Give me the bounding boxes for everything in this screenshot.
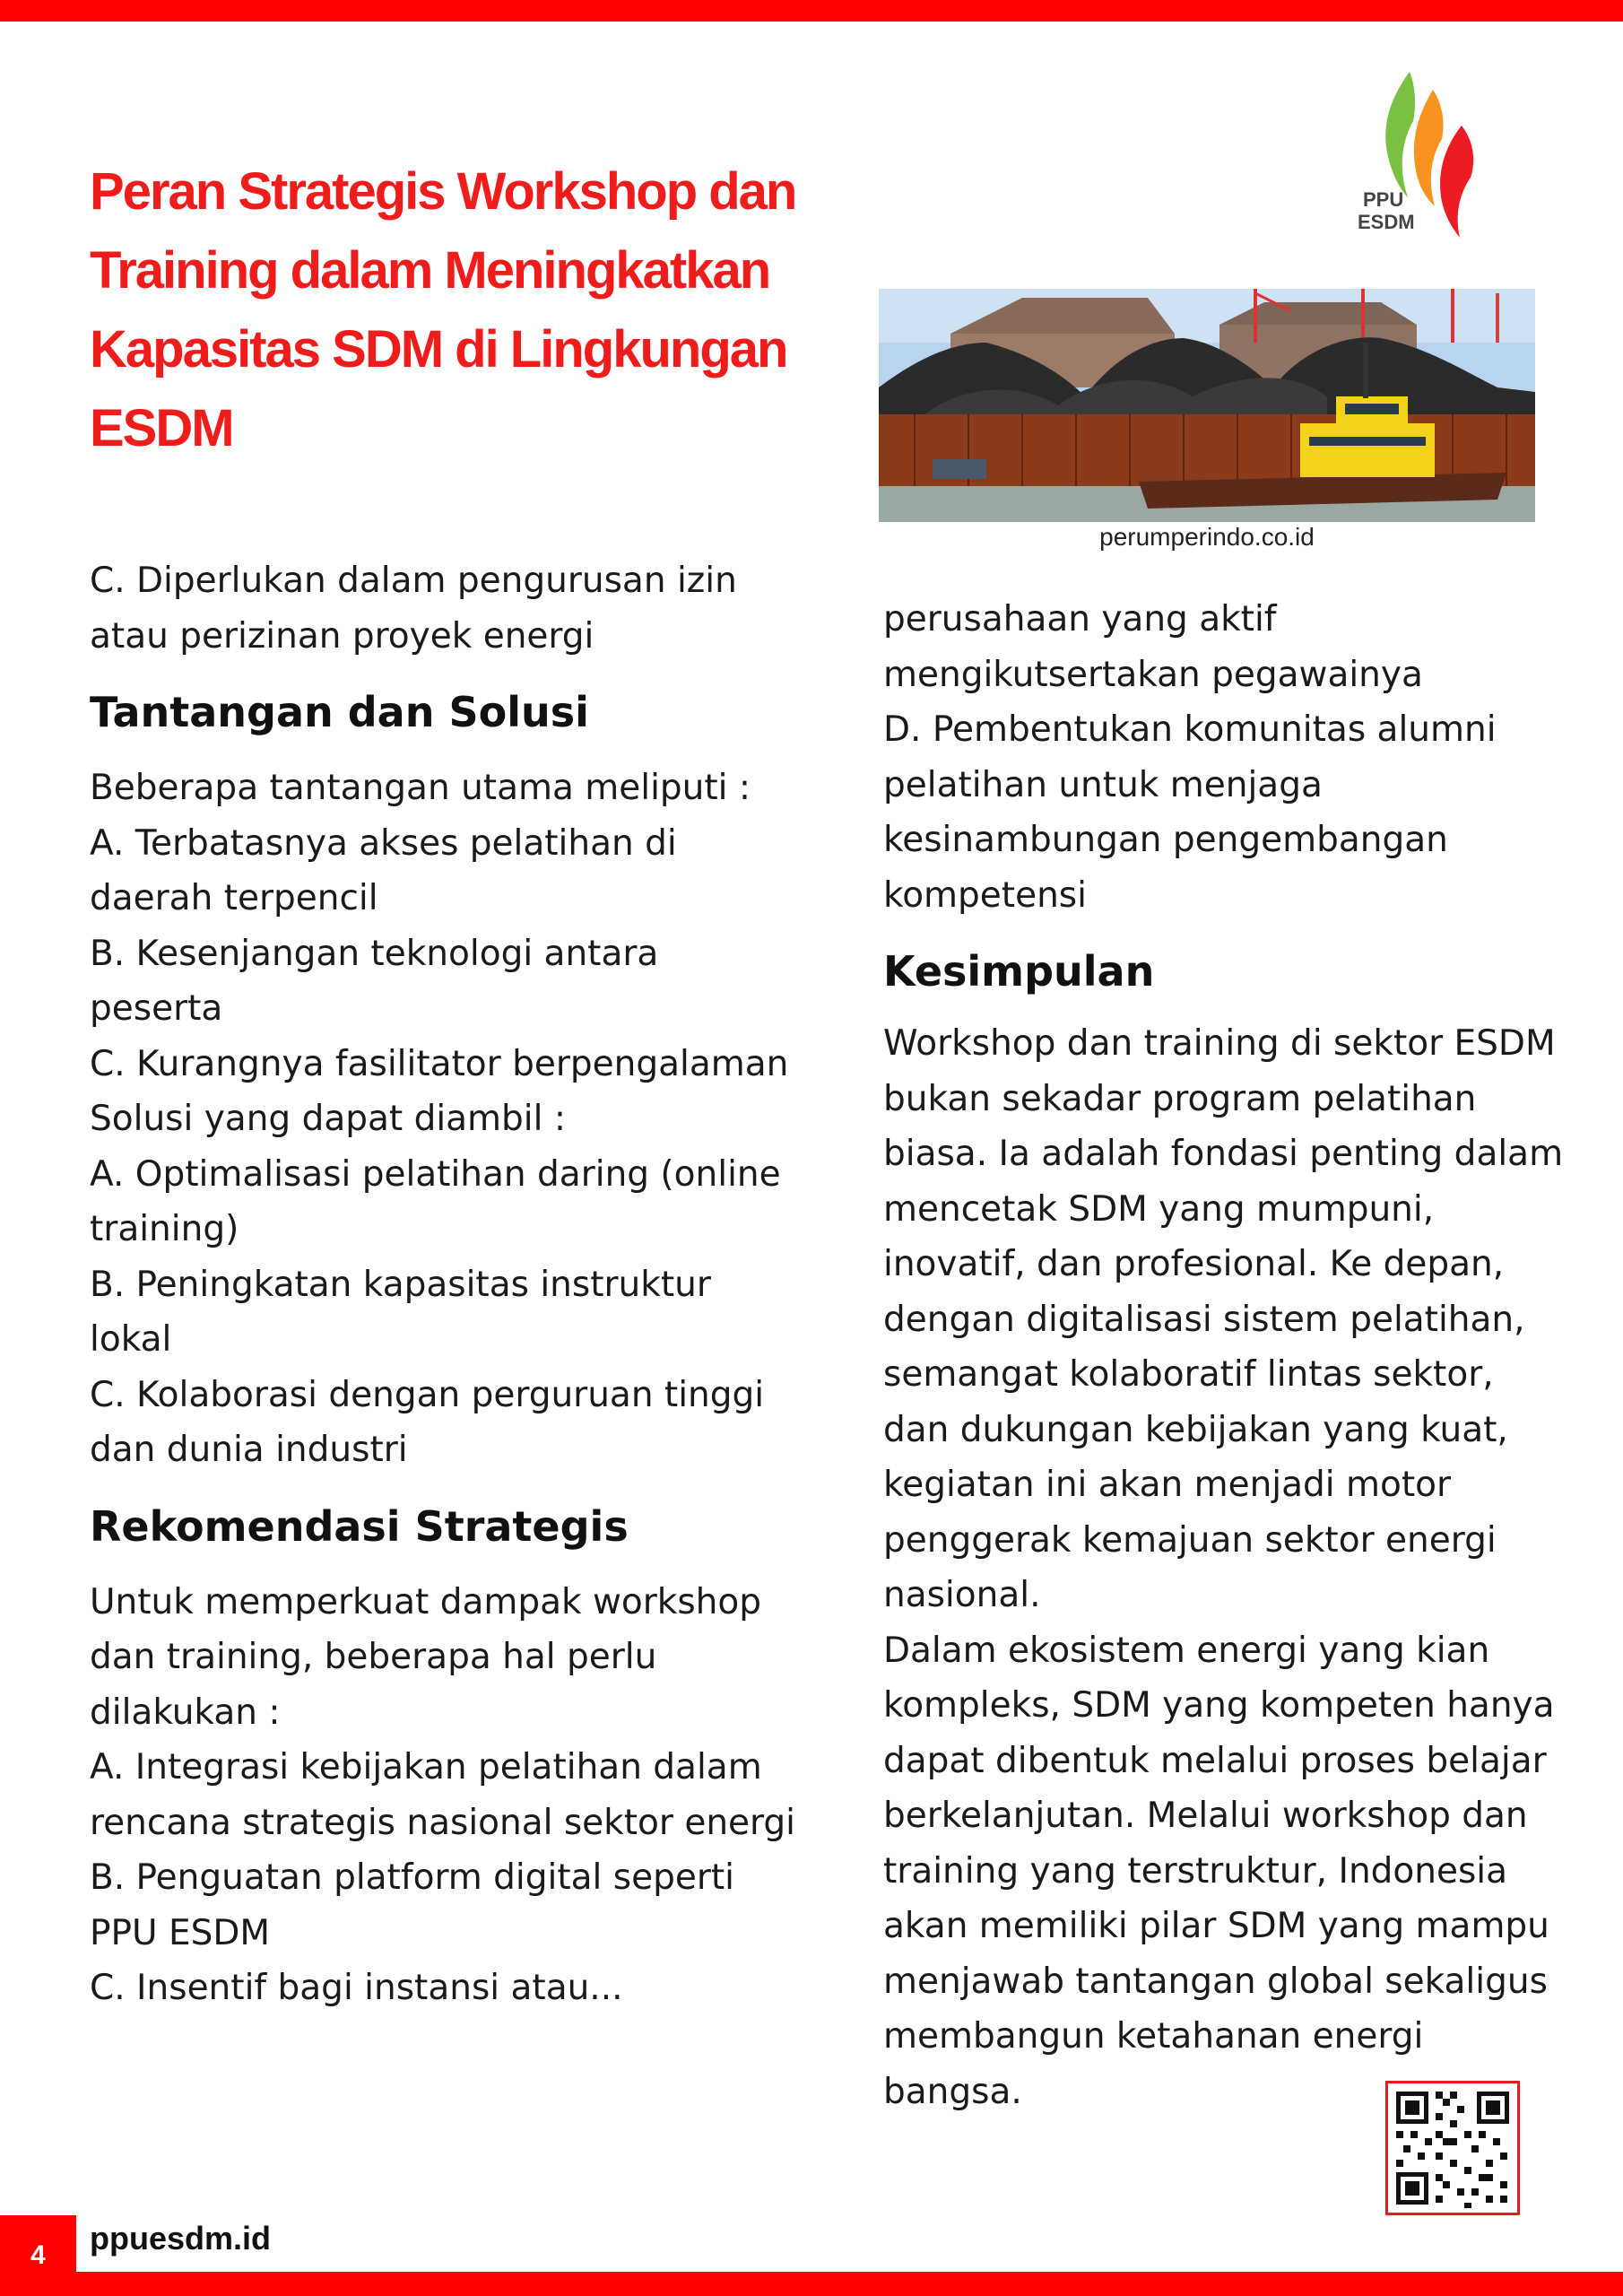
body-line: B. Penguatan platform digital seperti PPU ESDM [90,1857,735,1953]
body-line: C. Kurangnya fasilitator berpengalaman [90,1043,789,1084]
body-line: C. Insentif bagi instansi atau... [90,1968,623,2008]
qr-code-icon[interactable] [1385,2081,1520,2215]
body-line: B. Peningkatan kapasitas instruktur lokal [90,1264,711,1360]
left-column [90,553,798,2016]
photo-caption: perumperindo.co.id [1099,523,1315,551]
body-line: A. Integrasi kebijakan pelatihan dalam rencana strategis nasional sektor energi [90,1747,795,1843]
body-line: C. Kolaborasi dengan perguruan tinggi dan dunia industri [90,1374,765,1470]
body-line: perusahaan yang aktif mengikutsertakan pegawainya [883,599,1423,695]
top-accent-bar [0,0,1623,22]
intro-line: C. Diperlukan dalam pengurusan izin atau perizinan proyek energi [90,561,737,657]
logo-line2: ESDM [1358,211,1415,233]
body-line: D. Pembentukan komunitas alumni pelatihan untuk menjaga kesinambungan pengembangan kompetensi [883,709,1497,916]
body-line: Untuk memperkuat dampak workshop dan training, beberapa hal perlu dilakukan : [90,1581,762,1733]
body-line: A. Optimalisasi pelatihan daring (online training) [90,1153,781,1249]
footer-site-url[interactable]: ppuesdm.id [90,2220,272,2257]
coal-barge-photo [879,289,1535,522]
bottom-accent-bar [0,2272,1623,2296]
body-line: B. Kesenjangan teknologi antara peserta [90,933,659,1029]
ppu-esdm-logo [1354,72,1488,242]
page-number: 4 [0,2215,76,2296]
conclusion-paragraph: Dalam ekosistem energi yang kian kompleks, SDM yang kompeten hanya dapat dibentuk melalui proses belajar berkelanjutan. Melalui workshop dan training yang terstruktur, Indonesia akan memiliki pilar SDM yang mampu menjawab tantangan global sekaligus membangun ketahanan energi bangsa. [883,1630,1555,2112]
section-heading-rekomendasi: Rekomendasi Strategis [90,1501,629,1551]
section-heading-kesimpulan: Kesimpulan [883,947,1155,996]
logo-line1: PPU [1363,188,1404,211]
conclusion-paragraph: Workshop dan training di sektor ESDM bukan sekadar program pelatihan biasa. Ia adalah fondasi penting dalam mencetak SDM yang mumpuni, inovatif, dan profesional. Ke depan, dengan digitalisasi sistem pelatihan, semangat kolaboratif lintas sektor, dan dukungan kebijakan yang kuat, kegiatan ini akan menjadi motor penggerak kemajuan sektor energi nasional. [883,1023,1564,1615]
section-heading-tantangan: Tantangan dan Solusi [90,688,589,736]
page-title: Peran Strategis Workshop dan Training dalam Meningkatkan Kapasitas SDM di Lingkungan ESDM [90,162,796,457]
body-line: Beberapa tantangan utama meliputi : [90,768,751,808]
body-line: Solusi yang dapat diambil : [90,1099,567,1139]
body-line: A. Terbatasnya akses pelatihan di daerah terpencil [90,822,677,918]
right-column [883,592,1565,2119]
